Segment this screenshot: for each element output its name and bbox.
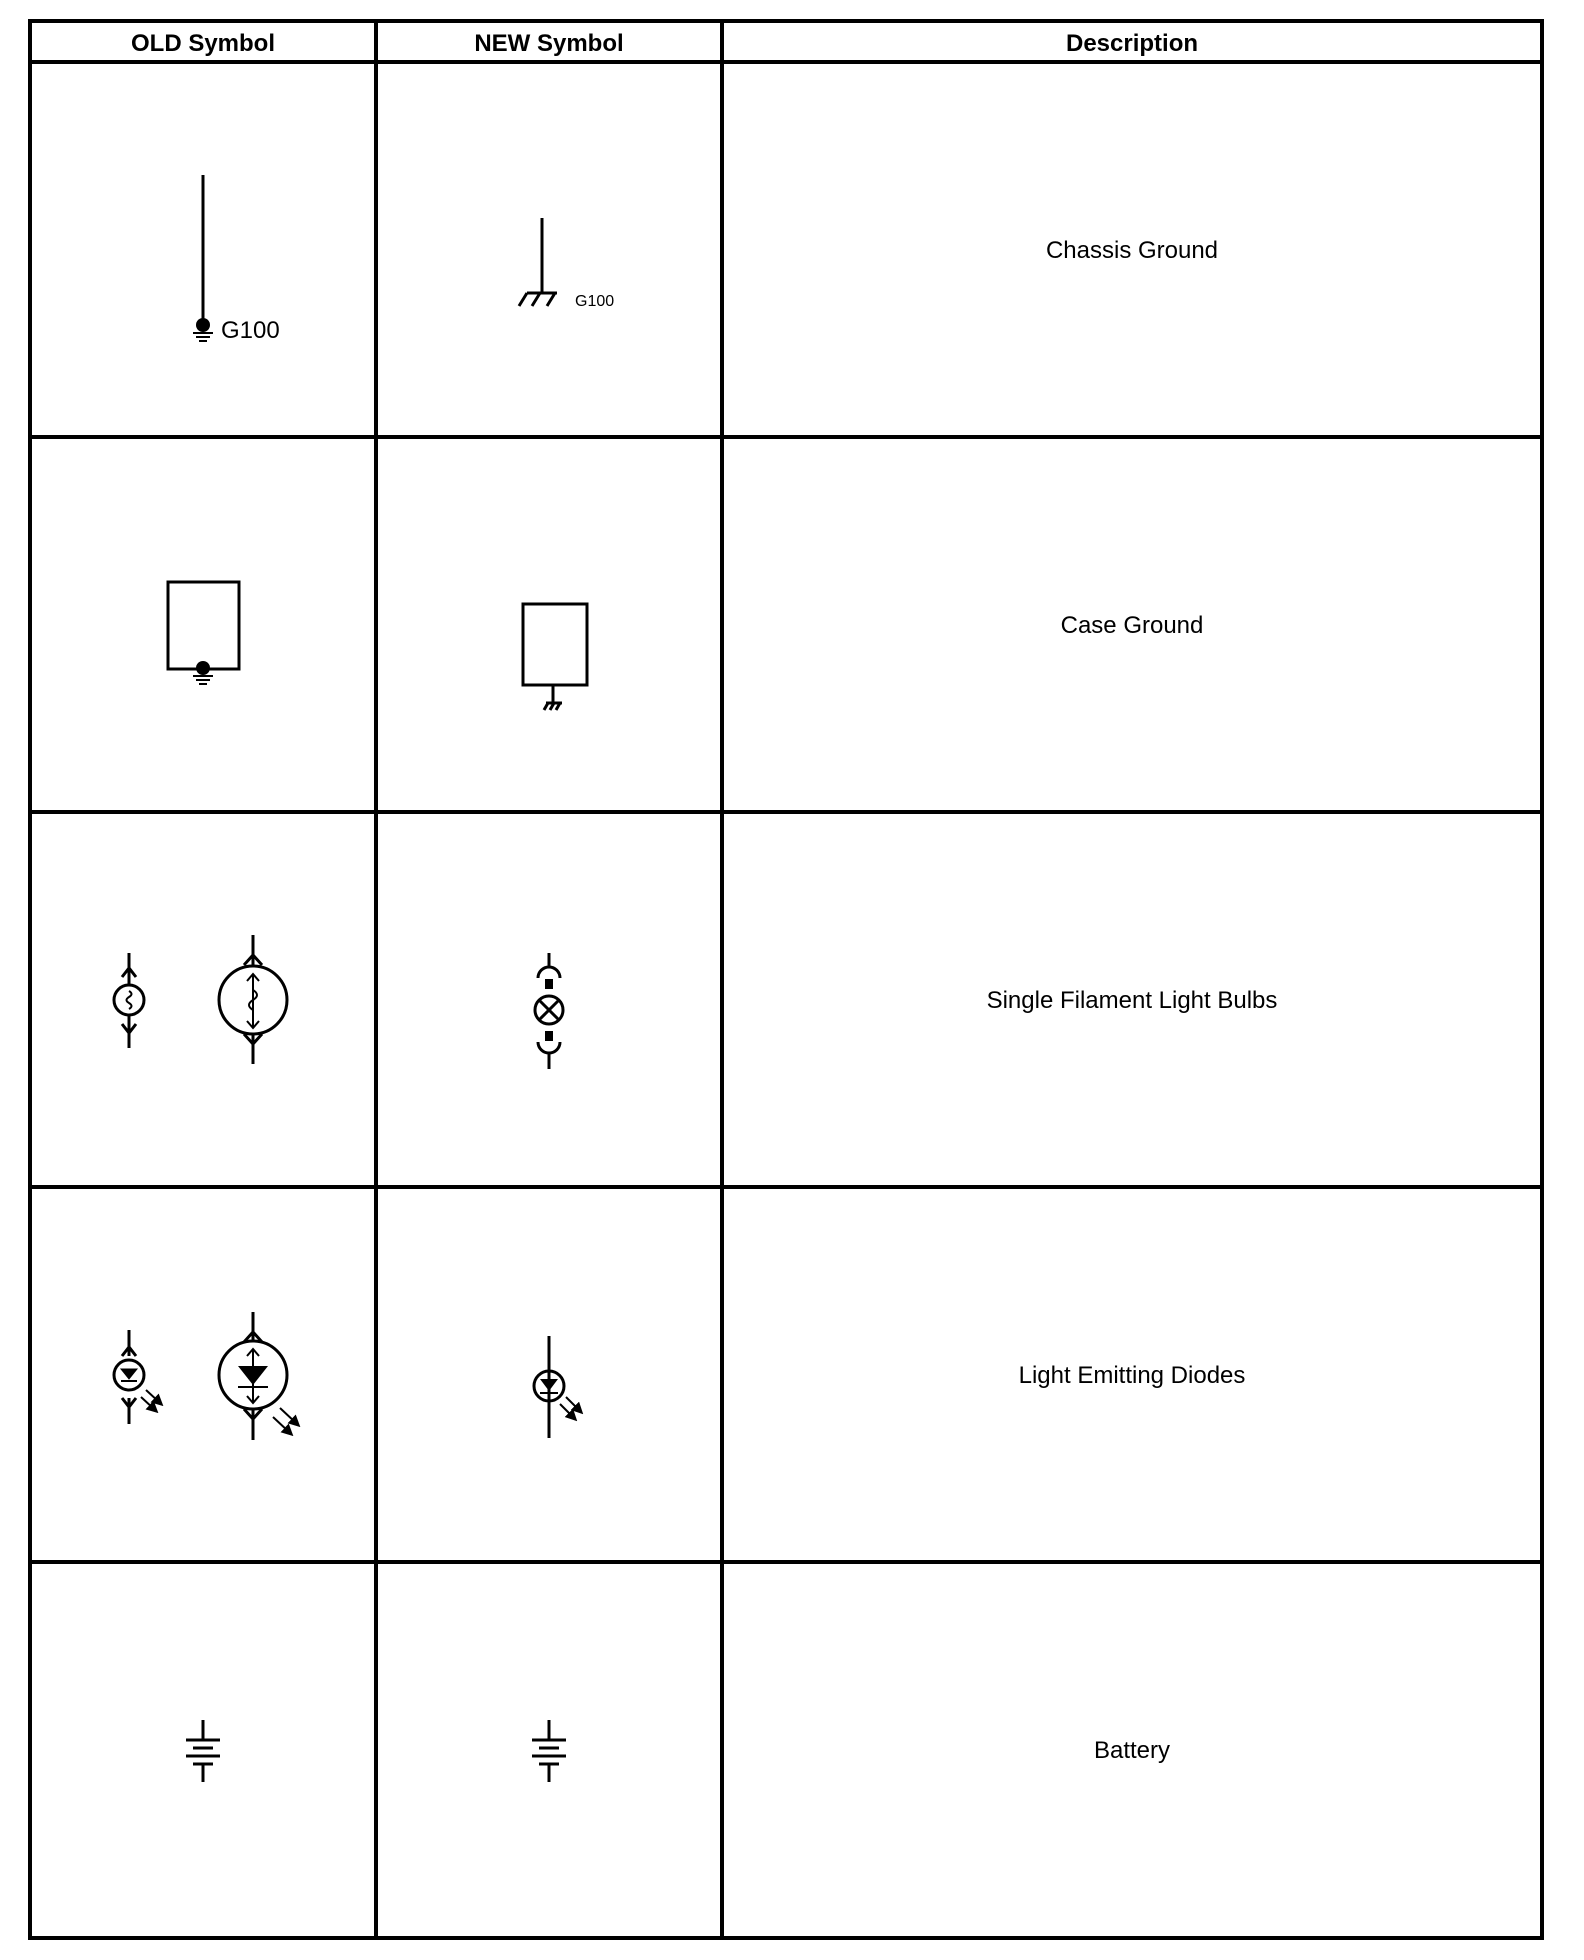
- header-old-symbol: OLD Symbol: [130, 30, 276, 57]
- led-old-icon: [114, 1312, 296, 1440]
- case-ground-old-icon: [168, 582, 239, 684]
- battery-new-icon: [532, 1720, 566, 1782]
- battery-old-icon: [186, 1720, 220, 1782]
- description-leds: Light Emitting Diodes: [1018, 1362, 1246, 1389]
- chassis-ground-new-icon: [519, 218, 614, 310]
- header-description: Description: [1065, 30, 1199, 57]
- led-new-icon: [534, 1336, 579, 1438]
- description-battery: Battery: [1093, 1737, 1171, 1764]
- description-light-bulbs: Single Filament Light Bulbs: [986, 987, 1278, 1014]
- table-header: [131, 30, 1198, 57]
- light-bulb-old-icon: [114, 935, 287, 1064]
- chassis-ground-new-label: G100: [575, 293, 615, 310]
- case-ground-new-icon: [523, 604, 587, 710]
- light-bulb-new-icon: [535, 953, 563, 1069]
- chassis-ground-old-label: G100: [221, 317, 280, 344]
- header-new-symbol: NEW Symbol: [474, 30, 624, 57]
- description-chassis-ground: Chassis Ground: [1045, 237, 1219, 264]
- description-case-ground: Case Ground: [1060, 612, 1204, 639]
- chassis-ground-old-icon: [193, 175, 280, 344]
- description-column: [987, 237, 1278, 1764]
